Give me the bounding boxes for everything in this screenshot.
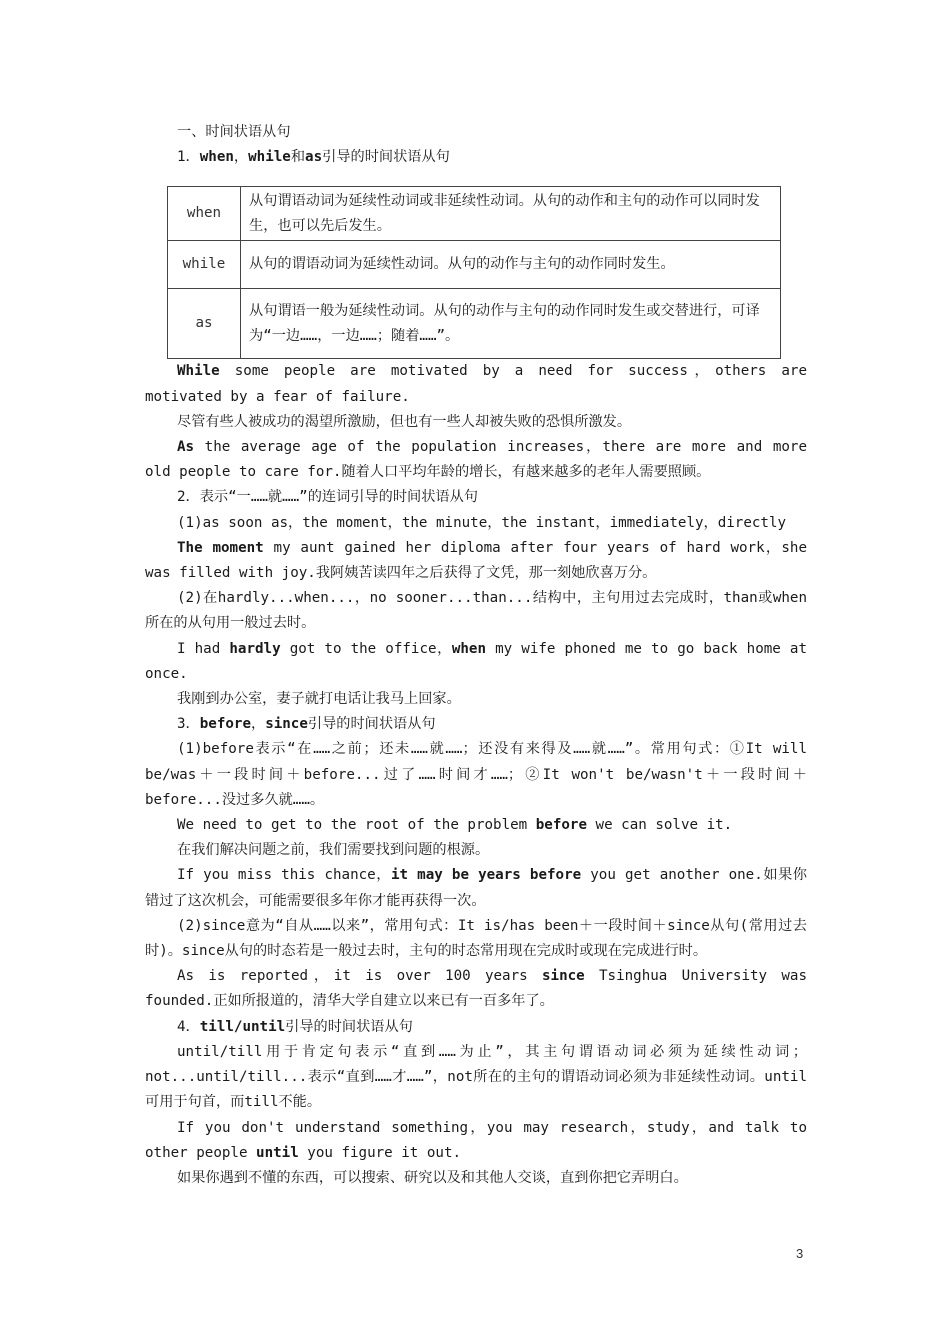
- num: 1．: [177, 149, 200, 166]
- example-text: If you miss this chance，: [177, 867, 391, 884]
- conjunction-table: [167, 186, 781, 359]
- rule-2-1: (1)as soon as，the moment，the minute，the instant，immediately，directly: [177, 514, 787, 531]
- example-3: [145, 536, 807, 586]
- page-number: 3: [796, 1246, 804, 1261]
- example-text: We need to get to the root of the problem: [177, 817, 536, 834]
- example-text: got to the office，: [280, 640, 452, 657]
- example-5-translation: 在我们解决问题之前，我们需要找到问题的根源。: [177, 842, 490, 859]
- subsection-1-heading: [145, 145, 807, 170]
- document-body: [145, 120, 807, 1191]
- example-text: we can solve it.: [587, 817, 733, 834]
- keyword: as: [305, 149, 323, 166]
- rule-2-2: (2)在hardly...when...，no sooner...than...结构中，主句用过去完成时，than或when所在的从句用一般过去时。: [145, 590, 807, 632]
- table-key: when: [168, 187, 241, 241]
- sep: ，: [233, 149, 249, 166]
- keyword: while: [248, 149, 291, 166]
- table-key: as: [168, 289, 241, 359]
- bold-keyword: While: [177, 363, 220, 380]
- table-row: [168, 187, 781, 241]
- bold-keyword: when: [451, 640, 487, 657]
- table-desc: 从句谓语一般为延续性动词。从句的动作与主句的动作同时发生或交替进行，可译为“一边……，一边……；随着……”。: [241, 289, 781, 359]
- keyword: before: [199, 716, 251, 733]
- subsection-4-heading: [145, 1015, 807, 1040]
- example-1-translation: 尽管有些人被成功的渴望所激励，但也有一些人却被失败的恐惧所激发。: [177, 413, 632, 430]
- example-text: my wife phoned me to go back home at once.: [145, 640, 808, 682]
- table-row: [168, 241, 781, 289]
- keyword: till/until: [199, 1018, 286, 1035]
- rule-3-1: (1)before表示“在……之前；还未……就……；还没有来得及……就……”。常用句式：①It will be/was＋一段时间＋before...过了……时间才……；②It won't be/wasn't＋一段时间＋before...没过多久就……。: [145, 741, 807, 808]
- example-text: some people are motivated by a need for success，others are motivated by a fear of failure.: [145, 363, 807, 405]
- example-text: Tsinghua University was founded.正如所报道的，清华大学自建立以来已有一百多年了。: [145, 968, 807, 1010]
- example-4: [145, 637, 807, 687]
- section-title: 一、时间状语从句: [177, 124, 291, 140]
- subsection-2-heading: 2．表示“一……就……”的连词引导的时间状语从句: [177, 489, 478, 506]
- table-row: [168, 289, 781, 359]
- subsection-3-heading: [145, 712, 807, 737]
- example-text: you get another one.如果你错过了这次机会，可能需要很多年你才能再获得一次。: [145, 867, 807, 909]
- example-1: [145, 359, 807, 409]
- example-text: If you don't understand something，you may research，study，and talk to other people: [145, 1119, 807, 1161]
- example-text: I had: [177, 640, 230, 657]
- example-2: [145, 435, 807, 485]
- heading-suffix: 引导的时间状语从句: [307, 716, 436, 733]
- conj: 和: [290, 149, 306, 166]
- bold-keyword: before: [535, 817, 587, 834]
- bold-keyword: since: [542, 968, 585, 985]
- bold-keyword: it may be years before: [391, 867, 582, 884]
- table-key: while: [168, 241, 241, 289]
- example-text: you figure it out.: [298, 1144, 462, 1161]
- bold-keyword: hardly: [229, 640, 281, 657]
- example-8: [145, 1116, 807, 1166]
- sep: ，: [250, 716, 266, 733]
- example-6: [145, 863, 807, 913]
- bold-keyword: As: [177, 439, 195, 456]
- example-text: my aunt gained her diploma after four years of hard work，she was filled with joy.我阿姨苦读四年之后获得了文凭，那一刻她欣喜万分。: [145, 539, 807, 582]
- example-7: [145, 964, 807, 1014]
- heading-suffix: 引导的时间状语从句: [322, 149, 450, 166]
- example-4-translation: 我刚到办公室，妻子就打电话让我马上回家。: [177, 691, 461, 708]
- example-text: the average age of the population increases，there are more and more old people to care for.随着人口平均年龄的增长，有越来越多的老年人需要照顾。: [145, 439, 807, 481]
- bold-keyword: until: [256, 1144, 299, 1161]
- rule-4: until/till用于肯定句表示“直到……为止”，其主句谓语动词必须为延续性动词；not...until/till...表示“直到……才……”，not所在的主句的谓语动词必须为非延续性动词。until可用于句首，而till不能。: [145, 1043, 807, 1111]
- example-5: [145, 813, 807, 838]
- rule-3-2: (2)since意为“自从……以来”，常用句式：It is/has been＋一段时间＋since从句(常用过去时)。since从句的时态若是一般过去时，主句的时态常用现在完成时或现在完成进行时。: [145, 917, 807, 960]
- table-desc: 从句的谓语动词为延续性动词。从句的动作与主句的动作同时发生。: [241, 241, 781, 289]
- num: 3．: [177, 716, 200, 733]
- example-text: As is reported，it is over 100 years: [177, 968, 542, 985]
- num: 4．: [177, 1018, 200, 1035]
- table-desc: 从句谓语动词为延续性动词或非延续性动词。从句的动作和主句的动作可以同时发生，也可以先后发生。: [241, 187, 781, 241]
- bold-keyword: The moment: [177, 539, 264, 556]
- keyword: since: [265, 716, 308, 733]
- keyword: when: [199, 149, 234, 166]
- heading-suffix: 引导的时间状语从句: [285, 1018, 413, 1035]
- example-8-translation: 如果你遇到不懂的东西，可以搜索、研究以及和其他人交谈，直到你把它弄明白。: [177, 1169, 688, 1186]
